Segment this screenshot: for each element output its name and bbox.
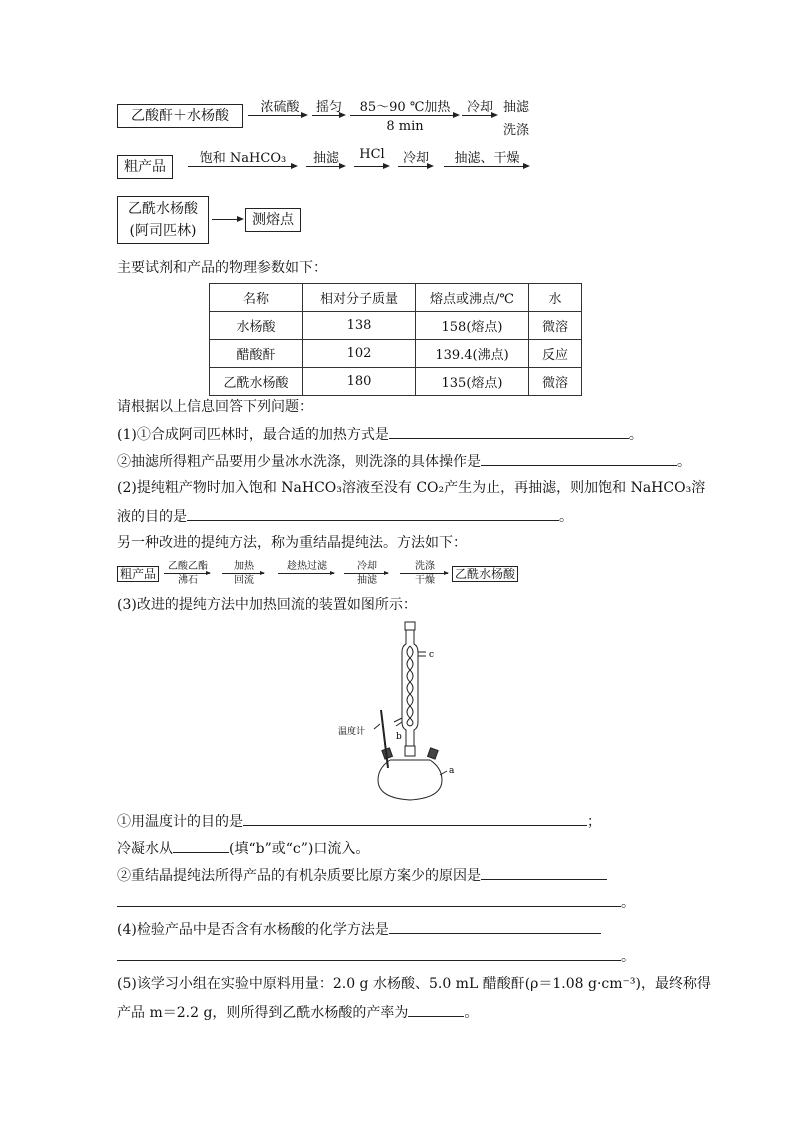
- q2-line1: (2)提纯粗产物时加入饱和 NaHCO₃溶液至没有 CO₂产生为止，再抽滤，则加饱和 NaHCO₃溶: [117, 480, 706, 496]
- flow1-step2-label: 摇匀: [315, 100, 342, 115]
- flow4-arrow3: [278, 573, 334, 574]
- q4-answer-blank[interactable]: [389, 919, 601, 934]
- q5-line2: [117, 1002, 478, 1023]
- flow1-step4-label: 冷却: [466, 100, 493, 115]
- flow4-step5-bottom: 干燥: [415, 575, 435, 586]
- flow4-step1-top: 乙酸乙酯: [168, 561, 208, 572]
- flow4-arrow2: [222, 573, 264, 574]
- condenser-outer: [402, 630, 406, 746]
- q3b-period: 。: [621, 895, 635, 911]
- table-header-row: [210, 284, 582, 312]
- q3a-cont-text2: (填“b”或“c”)口流入。: [229, 841, 370, 857]
- params-table: [209, 283, 582, 396]
- flow3-product-name: 乙酰水杨酸: [128, 201, 198, 217]
- flow1-arrow4: [462, 115, 496, 116]
- q3a-cont-line: [117, 838, 369, 859]
- flow3-product-alias: (阿司匹林): [129, 223, 197, 239]
- flow4-start-box: 粗产品: [117, 566, 159, 582]
- q4-line: [117, 919, 601, 940]
- flow2-step5-label: 抽滤、干燥: [454, 151, 520, 166]
- q4-period: 。: [621, 949, 635, 965]
- flow2-step3-label: HCl: [359, 147, 385, 162]
- q4-line2: [117, 946, 635, 967]
- q1a-period: 。: [628, 427, 643, 443]
- table-header: 水: [529, 284, 582, 312]
- flow2-start-box: 粗产品: [117, 155, 173, 179]
- q3a-answer-blank[interactable]: [243, 811, 587, 826]
- label-b: b: [396, 732, 402, 742]
- condenser-top: [405, 622, 415, 630]
- flow3-end-box: 测熔点: [245, 208, 301, 232]
- q5-line1: (5)该学习小组在实验中原料用量：2.0 g 水杨酸、5.0 mL 醋酸酐(ρ＝1.08 g·cm⁻³)，最终称得: [117, 976, 712, 992]
- flow4-step4-bottom: 抽滤: [357, 575, 377, 586]
- flow4-step2-bottom: 回流: [234, 575, 254, 586]
- flow2-step4-label: 冷却: [402, 151, 429, 166]
- q5-text: 产品 m＝2.2 g，则所得到乙酰水杨酸的产率为: [117, 1005, 409, 1021]
- q3a-inlet-blank[interactable]: [173, 838, 229, 853]
- q1b-line: [117, 451, 691, 472]
- table-cell: 醋酸酐: [210, 340, 303, 368]
- table-cell: 微溶: [529, 312, 582, 340]
- flow1-arrow3: [350, 115, 458, 116]
- flow2-arrow2: [306, 166, 344, 167]
- table-cell: 水杨酸: [210, 312, 303, 340]
- thermometer: [381, 710, 388, 768]
- table-cell: 反应: [529, 340, 582, 368]
- q3b-line: [117, 865, 607, 886]
- q5-period: 。: [464, 1005, 479, 1021]
- q1a-text: (1)①合成阿司匹林时，最合适的加热方式是: [117, 427, 389, 443]
- q4-answer-blank2[interactable]: [117, 946, 621, 961]
- table-cell: 180: [303, 368, 416, 396]
- q1a-answer-blank[interactable]: [389, 424, 629, 439]
- flow4-end-box: 乙酰水杨酸: [452, 566, 518, 582]
- flow1-arrow2: [312, 115, 344, 116]
- q3a-text: ①用温度计的目的是: [117, 814, 243, 830]
- table-header: 相对分子质量: [303, 284, 416, 312]
- flask-neck: [405, 746, 415, 756]
- table-cell: 乙酰水杨酸: [210, 368, 303, 396]
- table-intro: 主要试剂和产品的物理参数如下：: [117, 260, 327, 276]
- flow2-arrow4: [398, 166, 432, 167]
- q2-answer-blank[interactable]: [187, 506, 559, 521]
- alt-method-text: 另一种改进的提纯方法，称为重结晶提纯法。方法如下：: [117, 535, 467, 551]
- flow1-step1-label: 浓硫酸: [260, 100, 300, 115]
- flow1-step3-sub: 8 min: [386, 119, 424, 134]
- table-cell: 158(熔点): [416, 312, 529, 340]
- label-thermometer: 温度计: [338, 727, 366, 737]
- q3a-semicolon: ；: [587, 814, 601, 830]
- q1b-text: ②抽滤所得粗产品要用少量冰水洗涤，则洗涤的具体操作是: [117, 454, 481, 470]
- flow1-arrow1: [248, 115, 306, 116]
- questions-intro: 请根据以上信息回答下列问题：: [117, 399, 313, 415]
- flow2-step1-label: 饱和 NaHCO₃: [199, 151, 287, 166]
- q3b-answer-blank[interactable]: [481, 865, 607, 880]
- reflux-apparatus-diagram: [330, 618, 470, 804]
- flow2-step2-label: 抽滤: [312, 151, 339, 166]
- label-c: c: [429, 650, 435, 660]
- label-a: a: [449, 766, 455, 776]
- flow4-step1-bottom: 沸石: [178, 575, 198, 586]
- q3b-line2: [117, 892, 635, 913]
- table-cell: 139.4(沸点): [416, 340, 529, 368]
- flow4-step4-top: 冷却: [357, 561, 377, 572]
- q1b-period: 。: [677, 454, 691, 470]
- flow4-arrow5: [400, 573, 448, 574]
- flow2-arrow1: [188, 166, 296, 167]
- flow4-step5-top: 洗涤: [415, 561, 435, 572]
- q3-text: (3)改进的提纯方法中加热回流的装置如图所示：: [117, 597, 417, 613]
- table-row: [210, 368, 582, 396]
- q1b-answer-blank[interactable]: [481, 451, 677, 466]
- flow2-arrow5: [444, 166, 528, 167]
- flow1-step3-label: 85～90 ℃加热: [359, 100, 451, 115]
- q2-period: 。: [559, 509, 573, 525]
- q2-line2: [117, 506, 573, 527]
- flow2-arrow3: [354, 166, 388, 167]
- flow1-end-top: 抽滤: [502, 100, 529, 115]
- flow4-arrow4: [344, 573, 388, 574]
- q4-text: (4)检验产品中是否含有水杨酸的化学方法是: [117, 922, 389, 938]
- flow3-product-box: [117, 196, 209, 244]
- table-cell: 102: [303, 340, 416, 368]
- q3a-cont-text: 冷凝水从: [117, 841, 173, 857]
- table-row: [210, 312, 582, 340]
- table-row: [210, 340, 582, 368]
- flow4-step3-top: 趁热过滤: [287, 561, 327, 572]
- q5-answer-blank[interactable]: [408, 1002, 464, 1017]
- table-cell: 微溶: [529, 368, 582, 396]
- q3b-text: ②重结晶提纯法所得产品的有机杂质要比原方案少的原因是: [117, 868, 481, 884]
- condenser-outer-right: [414, 630, 418, 746]
- flow3-arrow: [212, 219, 242, 220]
- table-cell: 138: [303, 312, 416, 340]
- q3a-line: [117, 811, 601, 832]
- q2-text: 液的目的是: [117, 509, 187, 525]
- flow1-end-bottom: 洗涤: [502, 123, 529, 138]
- table-header: 熔点或沸点/℃: [416, 284, 529, 312]
- q3b-answer-blank2[interactable]: [117, 892, 621, 907]
- flow4-arrow1: [164, 573, 210, 574]
- flow1-start-box: 乙酸酐＋水杨酸: [117, 104, 243, 128]
- flow4-step2-top: 加热: [234, 561, 254, 572]
- table-header: 名称: [210, 284, 303, 312]
- q1a-line: [117, 424, 643, 445]
- table-cell: 135(熔点): [416, 368, 529, 396]
